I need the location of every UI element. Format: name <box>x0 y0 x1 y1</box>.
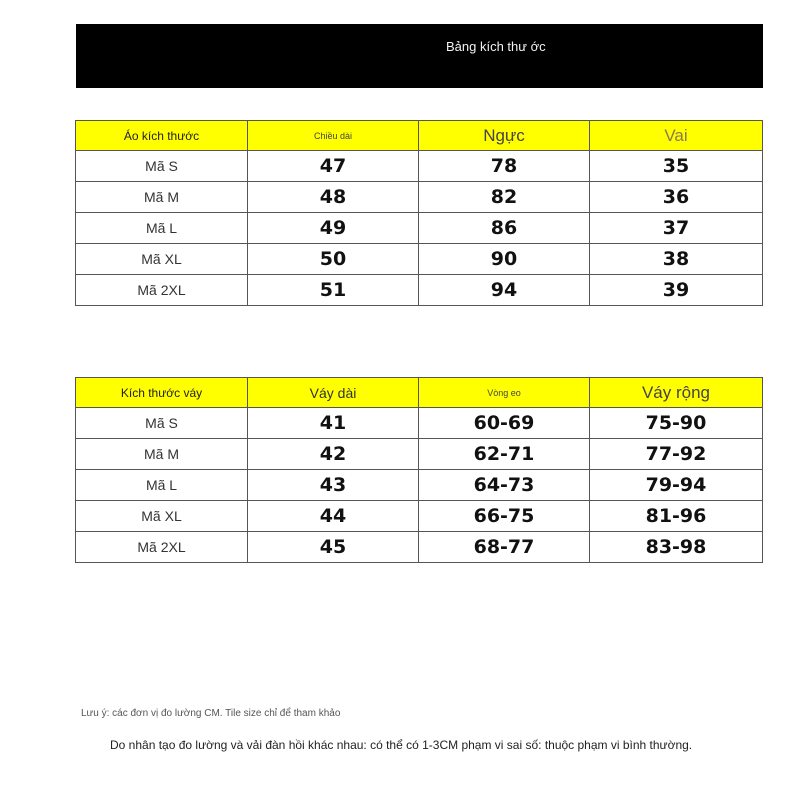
size-label: Mã XL <box>76 501 248 532</box>
skirt-length-value: 44 <box>248 501 419 532</box>
table-row <box>76 275 763 306</box>
shoulder-value: 35 <box>590 151 763 182</box>
shirt-size-table <box>75 120 763 306</box>
waist-value: 64-73 <box>419 470 590 501</box>
table-row <box>76 439 763 470</box>
length-value: 48 <box>248 182 419 213</box>
chest-value: 82 <box>419 182 590 213</box>
header-cell-waist: Vòng eo <box>419 378 590 408</box>
skirt-length-value: 42 <box>248 439 419 470</box>
chest-value: 78 <box>419 151 590 182</box>
banner-title: Bảng kích thư ớc <box>446 39 546 54</box>
length-value: 51 <box>248 275 419 306</box>
shoulder-value: 36 <box>590 182 763 213</box>
chest-value: 94 <box>419 275 590 306</box>
size-label: Mã M <box>76 182 248 213</box>
waist-value: 62-71 <box>419 439 590 470</box>
skirt-width-value: 83-98 <box>590 532 763 563</box>
table-header-row <box>76 121 763 151</box>
skirt-width-value: 81-96 <box>590 501 763 532</box>
table-row <box>76 244 763 275</box>
chest-value: 90 <box>419 244 590 275</box>
table-row <box>76 532 763 563</box>
size-label: Mã M <box>76 439 248 470</box>
table-row <box>76 470 763 501</box>
skirt-length-value: 41 <box>248 408 419 439</box>
header-cell-length: Chiều dài <box>248 121 419 151</box>
header-cell-size: Kích thước váy <box>76 378 248 408</box>
size-label: Mã L <box>76 213 248 244</box>
tolerance-note: Do nhân tạo đo lường và vải đàn hồi khác nhau: có thể có 1-3CM phạm vi sai số: thuộc phạm vi bình thường. <box>110 738 693 752</box>
size-label: Mã S <box>76 151 248 182</box>
title-banner <box>76 24 763 88</box>
waist-value: 68-77 <box>419 532 590 563</box>
skirt-width-value: 75-90 <box>590 408 763 439</box>
shoulder-value: 37 <box>590 213 763 244</box>
header-cell-shoulder: Vai <box>590 121 763 151</box>
skirt-width-value: 79-94 <box>590 470 763 501</box>
table-row <box>76 408 763 439</box>
skirt-length-value: 45 <box>248 532 419 563</box>
table-row <box>76 501 763 532</box>
header-cell-chest: Ngực <box>419 121 590 151</box>
header-cell-skirt-width: Váy rộng <box>590 378 763 408</box>
shoulder-value: 39 <box>590 275 763 306</box>
size-label: Mã 2XL <box>76 532 248 563</box>
table-row <box>76 213 763 244</box>
size-label: Mã 2XL <box>76 275 248 306</box>
header-cell-skirt-length: Váy dài <box>248 378 419 408</box>
length-value: 50 <box>248 244 419 275</box>
length-value: 47 <box>248 151 419 182</box>
waist-value: 66-75 <box>419 501 590 532</box>
measurement-note: Lưu ý: các đơn vị đo lường CM. Tile size chỉ để tham khảo <box>81 708 341 719</box>
chest-value: 86 <box>419 213 590 244</box>
length-value: 49 <box>248 213 419 244</box>
size-label: Mã L <box>76 470 248 501</box>
table-row <box>76 151 763 182</box>
header-cell-size: Áo kích thước <box>76 121 248 151</box>
skirt-length-value: 43 <box>248 470 419 501</box>
size-label: Mã S <box>76 408 248 439</box>
waist-value: 60-69 <box>419 408 590 439</box>
table-header-row <box>76 378 763 408</box>
skirt-size-table <box>75 377 763 563</box>
size-label: Mã XL <box>76 244 248 275</box>
skirt-width-value: 77-92 <box>590 439 763 470</box>
table-row <box>76 182 763 213</box>
shoulder-value: 38 <box>590 244 763 275</box>
